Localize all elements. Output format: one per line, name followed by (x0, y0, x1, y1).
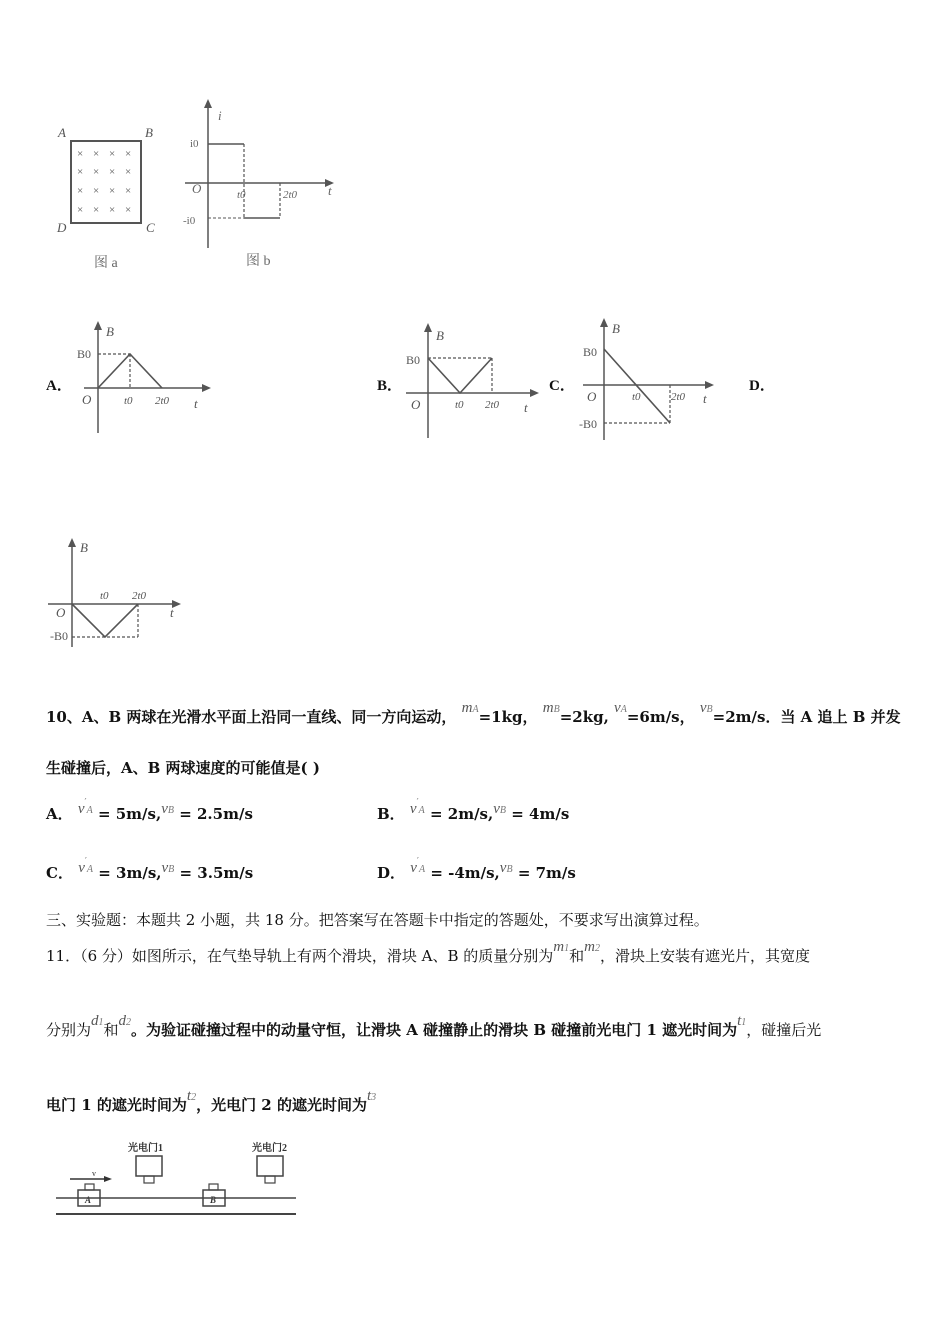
tick-t0: t0 (237, 189, 246, 201)
svg-text:O: O (56, 605, 66, 620)
svg-text:×: × (125, 185, 132, 197)
svg-text:B: B (436, 328, 444, 343)
svg-text:t0: t0 (632, 391, 641, 403)
svg-text:×: × (93, 148, 100, 160)
svg-text:t: t (170, 605, 174, 620)
caption-a: 图 a (94, 256, 118, 271)
svg-text:2t0: 2t0 (155, 395, 170, 407)
tick-2t0: 2t0 (283, 189, 298, 201)
svg-text:×: × (109, 185, 116, 197)
corner-b: B (145, 125, 153, 140)
svg-text:2t0: 2t0 (132, 590, 147, 602)
origin: O (192, 181, 202, 196)
svg-text:×: × (77, 166, 84, 178)
option-c-label: C． (549, 378, 575, 394)
q10-option-c[interactable]: C． v′A = 3m/s,vB = 3.5m/s (46, 857, 254, 882)
svg-text:2t0: 2t0 (671, 391, 686, 403)
q10-option-a[interactable]: A． v′A = 5m/s,vB = 2.5m/s (46, 798, 253, 823)
option-b-label: B． (377, 378, 403, 394)
graph-option-d (46, 535, 191, 650)
gate2-label: 光电门2 (252, 1143, 287, 1154)
svg-text:B0: B0 (77, 347, 92, 361)
velocity-label: v (92, 1169, 96, 1178)
q10-line1: 10、A、B 两球在光滑水平面上沿同一直线、同一方向运动， mA=1kg， mB=2kg, vA=6m/s， vB=2m/s．当 A 追上 B 并发 (46, 700, 901, 726)
figure-b (180, 98, 340, 273)
svg-text:-B0: -B0 (50, 629, 68, 643)
svg-text:-B0: -B0 (579, 417, 597, 431)
svg-text:O: O (411, 397, 421, 412)
axis-i: i (218, 108, 222, 123)
svg-text:B: B (612, 321, 620, 336)
gate1-box (136, 1156, 162, 1176)
graph-option-b (402, 320, 547, 440)
svg-text:×: × (93, 204, 100, 216)
svg-text:t: t (703, 391, 707, 406)
svg-text:×: × (93, 166, 100, 178)
svg-text:×: × (77, 185, 84, 197)
svg-text:×: × (109, 204, 116, 216)
svg-text:×: × (125, 204, 132, 216)
svg-text:t0: t0 (100, 590, 109, 602)
svg-text:2t0: 2t0 (485, 399, 500, 411)
svg-text:O: O (587, 389, 597, 404)
caption-b: 图 b (246, 254, 271, 269)
option-d-label: D． (749, 378, 775, 394)
svg-text:t0: t0 (455, 399, 464, 411)
gate2-box (257, 1156, 283, 1176)
q10-prefix: 10、A、B 两球在光滑水平面上沿同一直线、同一方向运动， (46, 708, 457, 726)
option-a-label: A． (46, 378, 72, 394)
svg-text:×: × (125, 166, 132, 178)
svg-text:×: × (93, 185, 100, 197)
svg-text:×: × (125, 148, 132, 160)
svg-text:B: B (210, 1195, 217, 1205)
graph-option-a (72, 318, 222, 438)
svg-text:O: O (82, 392, 92, 407)
svg-text:×: × (109, 166, 116, 178)
svg-text:t: t (524, 400, 528, 415)
q11-line1: 11．（6 分）如图所示，在气垫导轨上有两个滑块，滑块 A、B 的质量分别为m1和m2，滑块上安装有遮光片，其宽度 (46, 939, 811, 965)
gate1-label: 光电门1 (128, 1143, 163, 1154)
section3-heading: 三、实验题：本题共 2 小题，共 18 分。把答案写在答题卡中指定的答题处，不要求写出演算过程。 (46, 911, 709, 929)
svg-text:×: × (109, 148, 116, 160)
svg-text:t: t (194, 396, 198, 411)
svg-text:×: × (77, 148, 84, 160)
q11-line2: 分别为d1和d2。为验证碰撞过程中的动量守恒，让滑块 A 碰撞静止的滑块 B 碰撞前光电门 1 遮光时间为t1，碰撞后光 (46, 1013, 822, 1039)
corner-c: C (146, 220, 155, 235)
field-marks (77, 148, 131, 216)
tick-i0: i0 (190, 138, 199, 150)
air-track-figure (52, 1138, 302, 1223)
corner-d: D (57, 220, 67, 235)
svg-text:B0: B0 (406, 353, 421, 367)
q10-option-d[interactable]: D． v′A = -4m/s,vB = 7m/s (377, 857, 576, 882)
svg-text:t0: t0 (124, 395, 133, 407)
svg-text:B0: B0 (583, 345, 598, 359)
svg-text:×: × (77, 204, 84, 216)
q10-line2: 生碰撞后，A、B 两球速度的可能值是( ) (46, 759, 320, 777)
q10-option-b[interactable]: B． v′A = 2m/s,vB = 4m/s (377, 798, 570, 823)
tick-neg-i0: -i0 (183, 215, 196, 227)
corner-a: A (58, 125, 66, 140)
graph-option-c (575, 315, 720, 445)
figure-a (50, 115, 170, 275)
svg-text:B: B (80, 540, 88, 555)
axis-t: t (328, 183, 332, 198)
q11-line3: 电门 1 的遮光时间为t2，光电门 2 的遮光时间为t3 (46, 1088, 377, 1114)
svg-text:A: A (85, 1195, 92, 1205)
svg-text:B: B (106, 324, 114, 339)
